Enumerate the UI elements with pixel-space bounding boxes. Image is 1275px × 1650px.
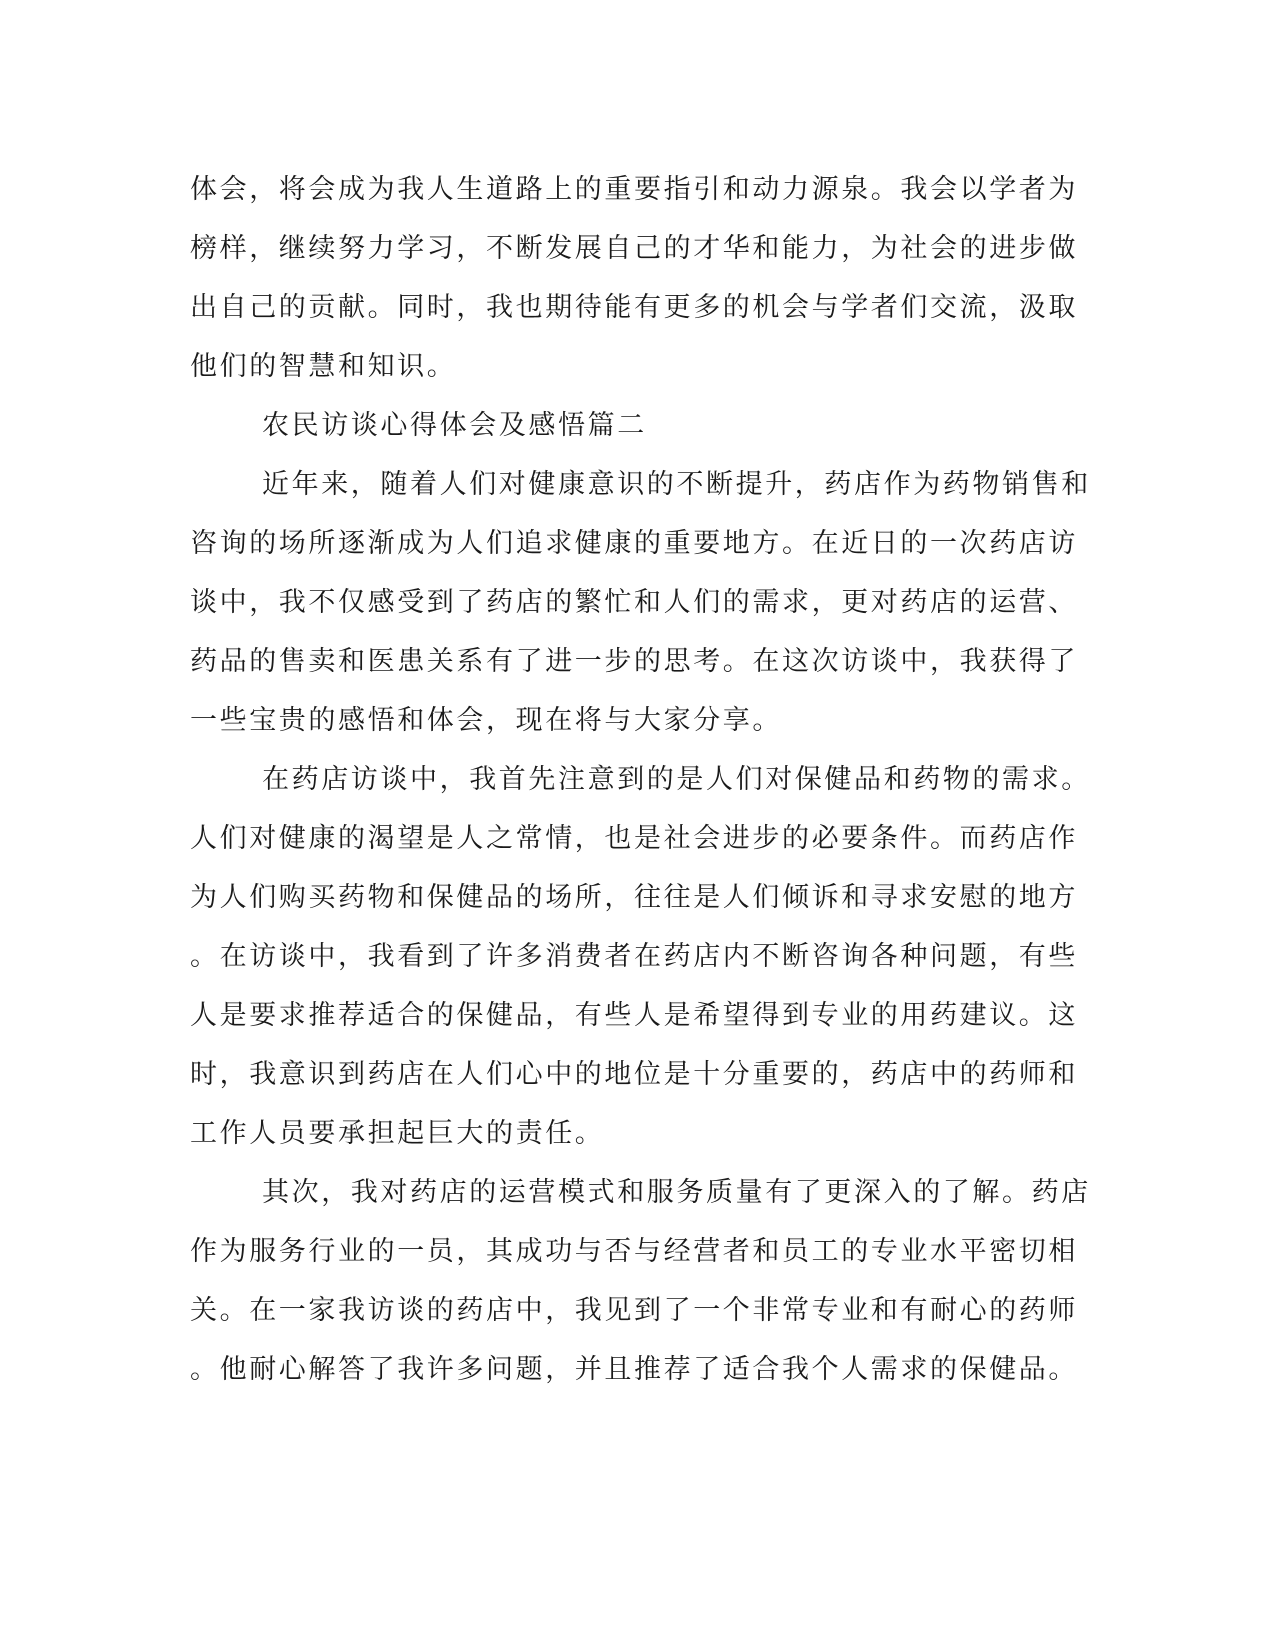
text-line: 体会，将会成为我人生道路上的重要指引和动力源泉。我会以学者为 [190, 174, 1078, 205]
text-line: 为人们购买药物和保健品的场所，往往是人们倾诉和寻求安慰的地方 [190, 882, 1078, 913]
text-line: 关。在一家我访谈的药店中，我见到了一个非常专业和有耐心的药师 [190, 1295, 1078, 1326]
document-body [190, 160, 1090, 1399]
text-line: 谈中，我不仅感受到了药店的繁忙和人们的需求，更对药店的运营、 [190, 587, 1078, 618]
text-line: 他们的智慧和知识。 [190, 351, 457, 382]
text-line: 作为服务行业的一员，其成功与否与经营者和员工的专业水平密切相 [190, 1236, 1078, 1267]
section-heading: 农民访谈心得体会及感悟篇二 [262, 410, 647, 441]
text-line: 其次，我对药店的运营模式和服务质量有了更深入的了解。药店 [262, 1177, 1091, 1208]
text-line: 药品的售卖和医患关系有了进一步的思考。在这次访谈中，我获得了 [190, 646, 1078, 677]
text-line: 一些宝贵的感悟和体会，现在将与大家分享。 [190, 705, 782, 736]
text-line: 出自己的贡献。同时，我也期待能有更多的机会与学者们交流，汲取 [190, 292, 1078, 323]
text-line: 人是要求推荐适合的保健品，有些人是希望得到专业的用药建议。这 [190, 1000, 1078, 1031]
text-line: 人们对健康的渴望是人之常情，也是社会进步的必要条件。而药店作 [190, 823, 1078, 854]
text-line: 。他耐心解答了我许多问题，并且推荐了适合我个人需求的保健品。 [190, 1354, 1078, 1385]
text-line: 。在访谈中，我看到了许多消费者在药店内不断咨询各种问题，有些 [190, 941, 1078, 972]
text-line: 榜样，继续努力学习，不断发展自己的才华和能力，为社会的进步做 [190, 233, 1078, 264]
text-line: 工作人员要承担起巨大的责任。 [190, 1118, 605, 1149]
text-line: 在药店访谈中，我首先注意到的是人们对保健品和药物的需求。 [262, 764, 1091, 795]
text-line: 近年来，随着人们对健康意识的不断提升，药店作为药物销售和 [262, 469, 1091, 500]
text-line: 咨询的场所逐渐成为人们追求健康的重要地方。在近日的一次药店访 [190, 528, 1078, 559]
text-line: 时，我意识到药店在人们心中的地位是十分重要的，药店中的药师和 [190, 1059, 1078, 1090]
